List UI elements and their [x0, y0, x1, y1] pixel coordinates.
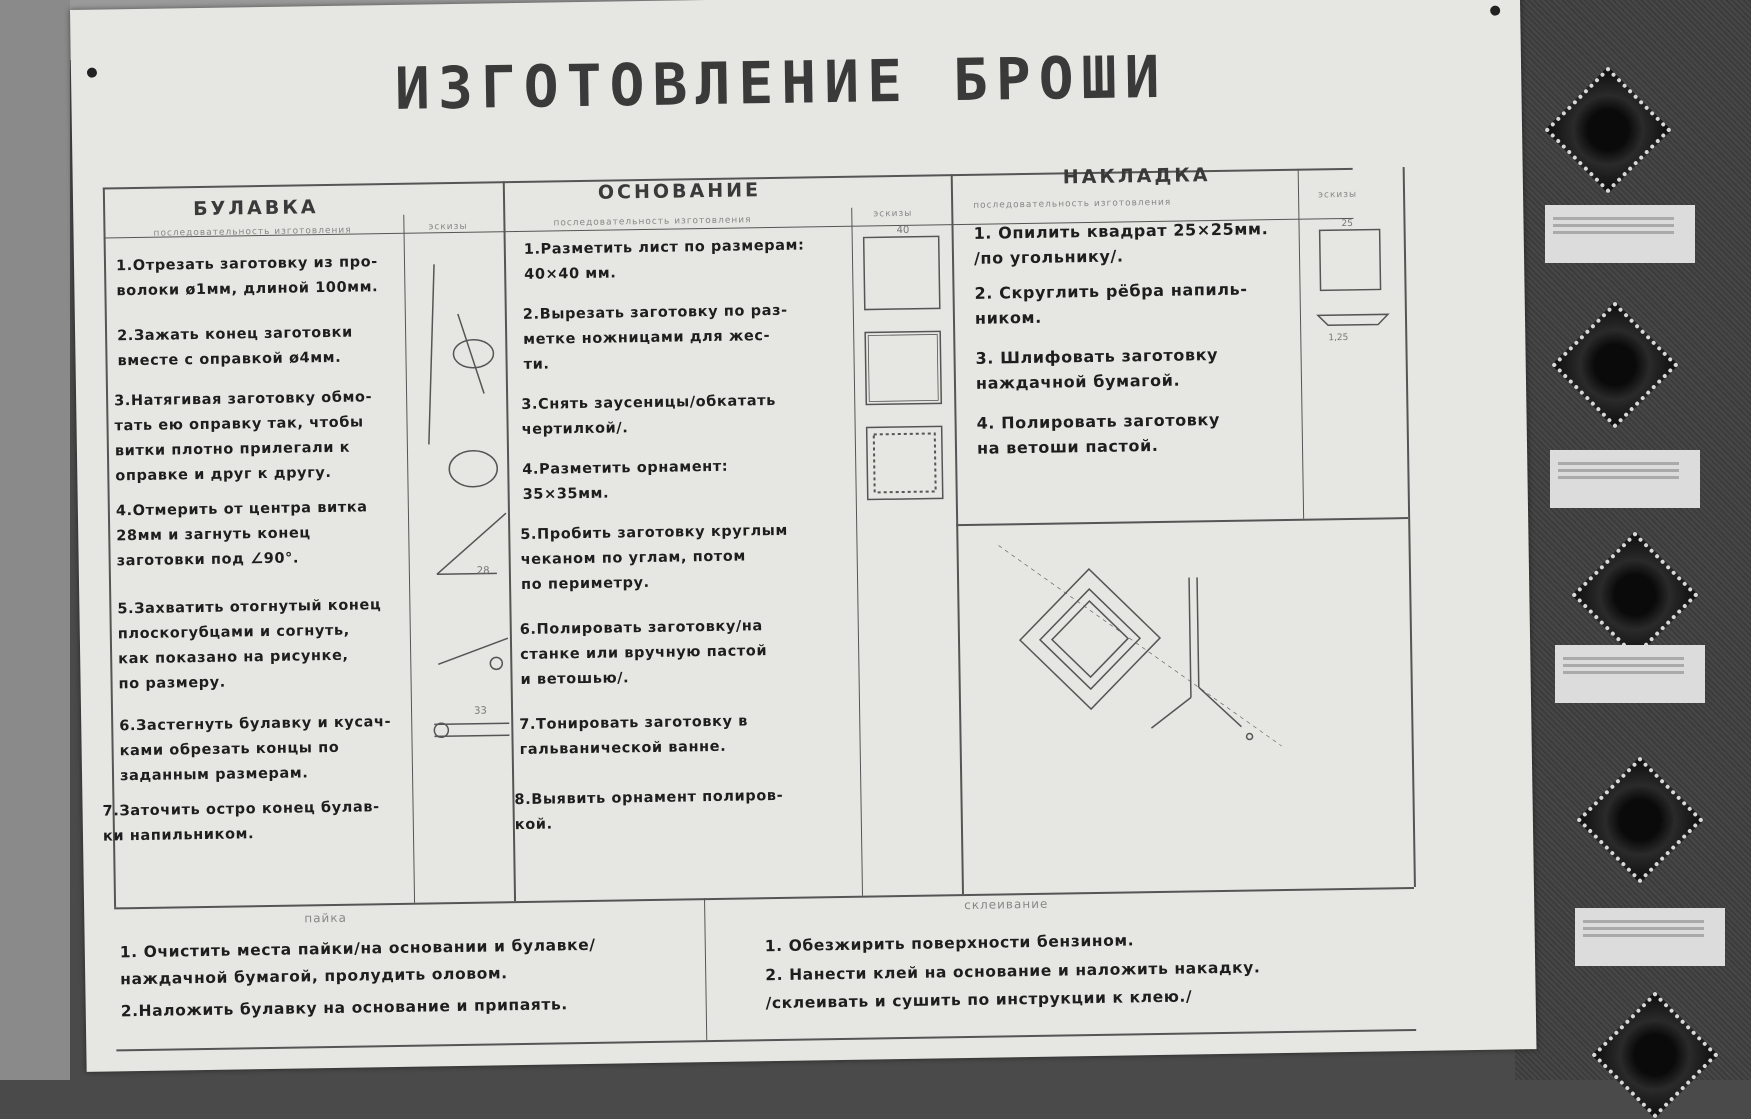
sample-label-card-3	[1555, 645, 1705, 703]
grid-line	[951, 174, 964, 894]
osnovanie-step-7: 7.Тонировать заготовку в гальванической ванне.	[519, 713, 749, 759]
sample-label-card-4	[1575, 908, 1725, 966]
sketch-dim-28: 28	[476, 565, 490, 577]
subheader-sketch: эскизы	[1317, 189, 1358, 201]
sample-label-card-1	[1545, 205, 1695, 263]
osnovanie-step-3: 3.Снять заусеницы/обкатать чертилкой/.	[521, 392, 777, 438]
instruction-poster	[70, 0, 1537, 1072]
subheader-steps: последовательность изготовления	[973, 197, 1172, 211]
payka-step-2: 2.Наложить булавку на основание и припаять.	[120, 995, 568, 1021]
osnovanie-step-1: 1.Разметить лист по размерам: 40×40 мм.	[523, 237, 805, 283]
subheader-sketch: эскизы	[873, 208, 913, 220]
osnovanie-sketch	[859, 226, 954, 531]
bulavka-step-6: 6.Застегнуть булавку и кусач- ками обрезать концы по заданным размерам.	[119, 714, 392, 785]
osnovanie-step-4: 4.Разметить орнамент: 35×35мм.	[522, 458, 729, 503]
skleivanie-step-2: 2. Нанести клей на основание и наложить накадку. /склеивать и сушить по инструкции к клею./	[765, 958, 1261, 1013]
assembly-drawing	[978, 534, 1402, 805]
section-title-osnovanie: ОСНОВАНИЕ	[597, 179, 762, 204]
bulavka-step-7: 7.Заточить остро конец булав- ки напильником.	[102, 799, 380, 845]
section-title-nakladka: НАКЛАДКА	[1062, 164, 1211, 189]
payka-step-1: 1. Очистить места пайки/на основании и булавке/ наждачной бумагой, пролудить оловом.	[119, 935, 596, 989]
nakladka-step-3: 3. Шлифовать заготовку наждачной бумагой.	[975, 345, 1219, 393]
sketch-dim-25: 25	[1341, 218, 1354, 230]
sketch-dim-33: 33	[473, 705, 487, 717]
osnovanie-step-6: 6.Полировать заготовку/на станке или вручную пастой и ветошью/.	[519, 618, 768, 689]
nakladka-step-1: 1. Опилить квадрат 25×25мм. /по угольнику/.	[973, 219, 1269, 268]
payka-title: пайка	[304, 910, 348, 926]
skleivanie-title: склеивание	[964, 896, 1049, 913]
grid-line	[704, 898, 707, 1040]
bulavka-step-4: 4.Отмерить от центра витка 28мм и загнуть конец заготовки под ∠90°.	[115, 499, 368, 570]
overlay-drawings-svg	[1311, 219, 1393, 350]
grid-line	[956, 517, 1408, 526]
nakladka-step-4: 4. Полировать заготовку на ветоши пастой.	[976, 409, 1221, 458]
pin-drawings-svg	[412, 243, 512, 884]
assembly-svg	[978, 534, 1402, 801]
grid-line	[114, 887, 1414, 909]
osnovanie-step-5: 5.Пробить заготовку круглым чеканом по углам, потом по периметру.	[520, 522, 789, 593]
subheader-sketch: эскизы	[428, 221, 468, 233]
sample-label-card-2	[1550, 450, 1700, 508]
grid-line	[1403, 167, 1416, 887]
section-title-bulavka: БУЛАВКА	[192, 196, 319, 221]
base-drawings-svg	[859, 226, 954, 527]
subheader-steps: последовательность изготовления	[553, 215, 752, 229]
bulavka-sketch	[412, 243, 512, 888]
skleivanie-step-1: 1. Обезжирить поверхности бензином.	[764, 931, 1135, 956]
bulavka-step-2: 2.Зажать конец заготовки вместе с оправкой ø4мм.	[117, 324, 353, 370]
sketch-dim-40: 40	[896, 224, 910, 237]
bulavka-step-1: 1.Отрезать заготовку из про- волоки ø1мм, длиной 100мм.	[115, 254, 379, 300]
nakladka-step-2: 2. Скруглить рёбра напиль- ником.	[974, 279, 1248, 328]
sketch-dim-thickness: 1,25	[1328, 332, 1349, 344]
nakladka-sketch	[1311, 219, 1393, 354]
osnovanie-step-8: 8.Выявить орнамент полиров- кой.	[514, 787, 784, 834]
pin-top-right	[1490, 6, 1500, 16]
bulavka-step-3: 3.Натягивая заготовку обмо- тать ею оправку так, чтобы витки плотно прилегали к оправке и друг к другу.	[114, 389, 373, 485]
poster-title: ИЗГОТОВЛЕНИЕ БРОШИ	[394, 42, 1168, 123]
grid-line	[1298, 169, 1304, 519]
grid-line	[116, 1029, 1416, 1051]
pin-top-left	[87, 68, 97, 78]
bulavka-step-5: 5.Захватить отогнутый конец плоскогубцами и согнуть, как показано на рисунке, по размеру.	[117, 597, 382, 693]
wall-left	[0, 0, 70, 1080]
subheader-steps: последовательность изготовления	[153, 225, 352, 239]
osnovanie-step-2: 2.Вырезать заготовку по раз- метке ножницами для жес- ти.	[522, 302, 788, 373]
